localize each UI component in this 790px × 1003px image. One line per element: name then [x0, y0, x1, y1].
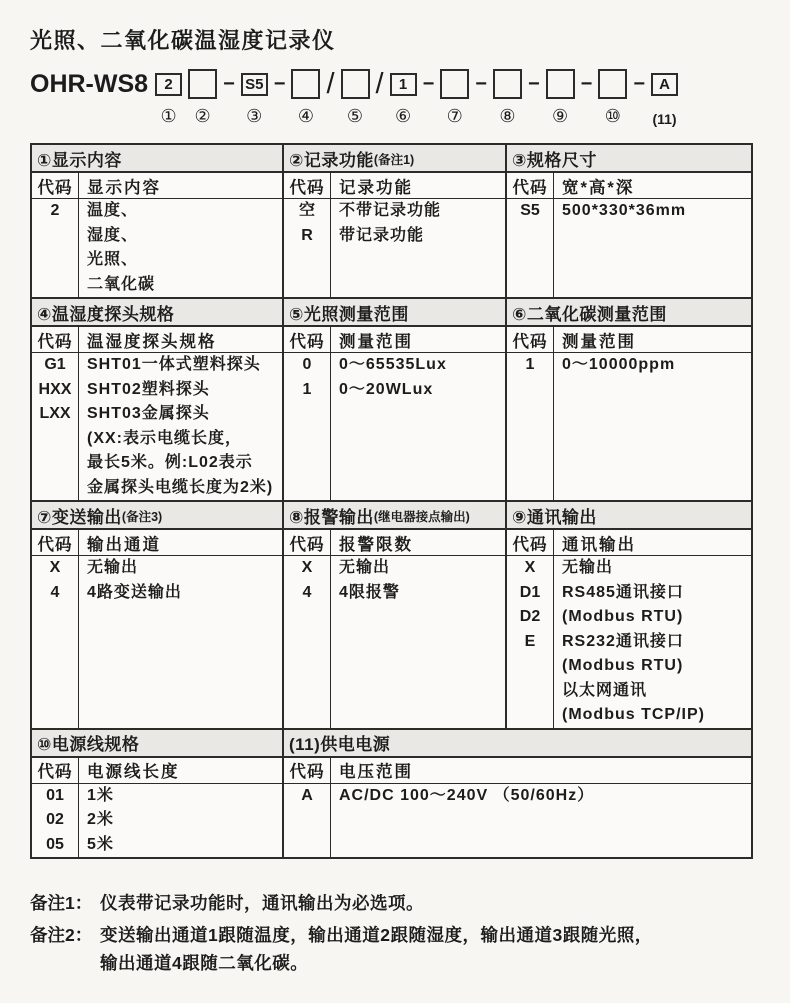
code-number-5: ⑤	[346, 106, 364, 126]
code-column-header: 代码	[284, 530, 330, 556]
desc-cell: 二氧化碳	[87, 275, 156, 293]
desc-column-header: 宽*高*深	[554, 173, 751, 199]
desc-cell: 4路变送输出	[87, 583, 182, 601]
note-2	[30, 921, 760, 977]
section-title-text: (11)供电电源	[289, 735, 391, 754]
band-3	[32, 500, 751, 728]
section-title-text: ⑩电源线规格	[37, 735, 140, 754]
code-cell: 4	[302, 583, 312, 601]
code-number-2: ②	[194, 106, 211, 126]
code-box-2	[188, 69, 217, 99]
code-column-header: 代码	[284, 758, 330, 784]
section-title-text: ⑤光照测量范围	[289, 304, 409, 324]
ordering-code-line	[30, 67, 760, 129]
code-slot-7	[440, 67, 469, 126]
code-slot-4	[291, 67, 320, 126]
code-column	[32, 758, 79, 858]
desc-cell: 不带记录功能	[339, 202, 442, 219]
desc-column-header: 报警限数	[331, 530, 505, 556]
code-box-8	[493, 69, 522, 99]
desc-column-header: 显示内容	[79, 173, 282, 199]
code-number-1: ①	[160, 106, 177, 126]
code-box-10	[598, 69, 627, 99]
section-title	[507, 299, 751, 327]
section-co2-range	[505, 299, 751, 500]
code-cell: D1	[519, 583, 541, 601]
spec-table	[30, 143, 753, 859]
desc-cell: 0～20WLux	[339, 380, 434, 398]
code-slot-2	[188, 67, 217, 126]
code-cell: 1	[302, 380, 312, 398]
desc-cell: SHT03金属探头	[87, 405, 210, 422]
code-slot-8	[493, 67, 522, 126]
code-cell: X	[524, 559, 536, 576]
dash-separator: −	[580, 73, 593, 95]
section-title-note: (备注3)	[121, 510, 163, 524]
desc-cell: 500*330*36mm	[562, 202, 687, 219]
code-column	[32, 173, 79, 297]
section-title	[32, 299, 282, 327]
desc-cell: RS485通讯接口	[562, 583, 684, 601]
desc-column	[331, 327, 505, 500]
section-title-text: ②记录功能	[289, 150, 374, 170]
note-line: 输出通道4跟随二氧化碳。	[100, 953, 309, 973]
desc-column	[554, 173, 751, 297]
desc-column-header: 温湿度探头规格	[79, 327, 282, 353]
code-number-11: (11)	[652, 111, 677, 127]
desc-column-header: 测量范围	[331, 327, 505, 353]
section-power-cord	[32, 730, 282, 858]
section-title-note: (备注1)	[373, 153, 415, 167]
desc-cell: 1米	[87, 786, 114, 804]
code-box-4	[291, 69, 320, 99]
code-cell: 05	[46, 835, 64, 853]
code-slot-9	[546, 67, 575, 126]
code-box-6: 1	[390, 73, 417, 96]
desc-cell: (Modbus RTU)	[562, 608, 684, 625]
desc-cell: 带记录功能	[339, 226, 425, 244]
code-column	[507, 327, 554, 500]
desc-cell: 无输出	[87, 559, 139, 576]
code-cell: 2	[50, 202, 60, 219]
code-column	[284, 530, 331, 728]
section-title	[32, 502, 282, 530]
band-1	[32, 145, 751, 297]
section-title	[284, 730, 751, 758]
code-slot-1	[155, 67, 182, 126]
code-cell: R	[301, 226, 313, 244]
section-title-text: ⑦变送输出	[37, 507, 122, 527]
section-title-text: ①显示内容	[37, 150, 122, 170]
code-box-1: 2	[155, 73, 182, 96]
section-title-text: ④温湿度探头规格	[37, 304, 175, 324]
section-title-text: ⑥二氧化碳测量范围	[512, 304, 667, 324]
section-comm-output	[505, 502, 751, 728]
section-title-text: ⑨通讯输出	[512, 507, 597, 527]
code-slot-5	[341, 67, 370, 126]
code-box-9	[546, 69, 575, 99]
desc-column	[79, 758, 282, 858]
desc-cell: (XX:表示电缆长度，	[87, 429, 243, 447]
code-cell: 1	[525, 356, 535, 373]
section-display-content	[32, 145, 282, 297]
section-title	[284, 502, 505, 530]
page-title: 光照、二氧化碳温湿度记录仪	[30, 28, 336, 53]
desc-cell: AC/DC 100～240V （50/60Hz）	[339, 786, 595, 804]
dash-separator: −	[475, 73, 487, 95]
desc-column-header: 电源线长度	[79, 758, 282, 784]
footnotes	[30, 889, 760, 977]
code-column-header: 代码	[32, 173, 78, 199]
code-number-8: ⑧	[499, 106, 516, 126]
dash-separator: −	[223, 73, 235, 95]
code-column-header: 代码	[507, 530, 553, 556]
section-title-note: (继电器接点输出)	[373, 510, 470, 524]
code-column	[284, 327, 331, 500]
note-label: 备注1：	[30, 893, 93, 913]
desc-cell: 2米	[87, 811, 114, 828]
slash-separator: /	[326, 68, 335, 100]
section-power-supply	[282, 730, 751, 858]
code-column-header: 代码	[507, 173, 553, 199]
code-box-3: S5	[241, 73, 268, 96]
code-column	[507, 530, 554, 728]
desc-cell: (Modbus TCP/IP)	[562, 706, 705, 723]
desc-column	[79, 173, 282, 297]
desc-column-header: 输出通道	[79, 530, 282, 556]
desc-column-header: 记录功能	[331, 173, 505, 199]
desc-cell: SHT02塑料探头	[87, 380, 210, 398]
code-cell: 空	[298, 202, 315, 219]
code-column-header: 代码	[32, 327, 78, 353]
code-cell: LXX	[39, 405, 71, 422]
desc-cell: 以太网通讯	[562, 681, 648, 699]
desc-column	[331, 758, 751, 858]
desc-cell: SHT01一体式塑料探头	[87, 356, 261, 373]
desc-column	[79, 327, 282, 500]
note-1	[30, 889, 760, 917]
desc-column-header: 测量范围	[554, 327, 751, 353]
code-box-5	[341, 69, 370, 99]
code-number-9: ⑨	[552, 106, 569, 126]
desc-cell: 无输出	[562, 559, 614, 576]
section-title-text: ③规格尺寸	[512, 150, 597, 170]
code-box-7	[440, 69, 469, 99]
code-cell: 02	[46, 811, 64, 828]
section-dimensions	[505, 145, 751, 297]
code-number-7: ⑦	[446, 106, 463, 126]
section-alarm-output	[282, 502, 505, 728]
code-column-header: 代码	[32, 530, 78, 556]
code-number-10: ⑩	[604, 106, 621, 126]
code-cell: 4	[50, 583, 60, 601]
code-cell: D2	[519, 608, 541, 625]
desc-column	[554, 327, 751, 500]
band-4	[32, 728, 751, 858]
code-cell: A	[301, 786, 313, 804]
slash-separator: /	[375, 68, 384, 100]
dash-separator: −	[422, 73, 435, 95]
desc-cell: 4限报警	[339, 583, 400, 601]
desc-column	[331, 173, 505, 297]
desc-cell: 0～10000ppm	[562, 356, 676, 373]
desc-cell: 光照、	[87, 251, 139, 268]
section-title	[32, 145, 282, 173]
dash-separator: −	[527, 73, 540, 95]
section-title	[507, 145, 751, 173]
code-column	[284, 758, 331, 858]
section-title	[284, 145, 505, 173]
code-box-11: A	[651, 73, 678, 96]
code-cell: 01	[46, 786, 64, 804]
desc-column	[331, 530, 505, 728]
desc-column-header: 电压范围	[331, 758, 751, 784]
desc-cell: 0～65535Lux	[339, 356, 447, 373]
band-2	[32, 297, 751, 500]
code-cell: G1	[44, 356, 66, 373]
section-title-text: ⑧报警输出	[289, 507, 374, 527]
section-title	[32, 730, 282, 758]
section-title	[507, 502, 751, 530]
code-cell: X	[301, 559, 313, 576]
dash-separator: −	[273, 73, 286, 95]
code-column-header: 代码	[284, 327, 330, 353]
note-label: 备注2：	[30, 925, 93, 945]
code-cell: X	[49, 559, 61, 576]
code-column	[284, 173, 331, 297]
code-column-header: 代码	[284, 173, 330, 199]
desc-cell: RS232通讯接口	[562, 632, 684, 650]
code-column	[32, 327, 79, 500]
desc-cell: 湿度、	[87, 226, 139, 244]
section-title	[284, 299, 505, 327]
code-column	[32, 530, 79, 728]
note-line: 变送输出通道1跟随温度，输出通道2跟随湿度，输出通道3跟随光照，	[100, 925, 653, 945]
desc-column	[554, 530, 751, 728]
code-slot-11	[651, 67, 678, 129]
desc-cell: 金属探头电缆长度为2米)	[87, 478, 274, 496]
code-cell: 0	[302, 356, 312, 373]
code-cell: S5	[520, 202, 540, 219]
desc-cell: 无输出	[339, 559, 391, 576]
code-cell: E	[524, 632, 536, 650]
desc-cell: (Modbus RTU)	[562, 657, 684, 674]
code-slot-3	[241, 67, 268, 126]
dash-separator: −	[633, 73, 645, 95]
code-slot-10	[598, 67, 627, 126]
desc-column	[79, 530, 282, 728]
desc-column-header: 通讯输出	[554, 530, 751, 556]
desc-cell: 5米	[87, 835, 114, 853]
code-number-4: ④	[297, 106, 314, 126]
section-record-function	[282, 145, 505, 297]
section-transmit-output	[32, 502, 282, 728]
code-number-3: ③	[246, 106, 263, 126]
code-slot-6	[390, 67, 417, 126]
model-prefix: OHR-WS8	[30, 70, 149, 98]
section-probe-spec	[32, 299, 282, 500]
code-cell: HXX	[38, 380, 72, 398]
desc-cell: 最长5米。例:L02表示	[87, 454, 253, 471]
code-number-6: ⑥	[394, 106, 412, 126]
code-column	[507, 173, 554, 297]
section-light-range	[282, 299, 505, 500]
desc-cell: 温度、	[87, 202, 139, 219]
note-line: 仪表带记录功能时，通讯输出为必选项。	[100, 893, 424, 913]
code-column-header: 代码	[507, 327, 553, 353]
code-column-header: 代码	[32, 758, 78, 784]
